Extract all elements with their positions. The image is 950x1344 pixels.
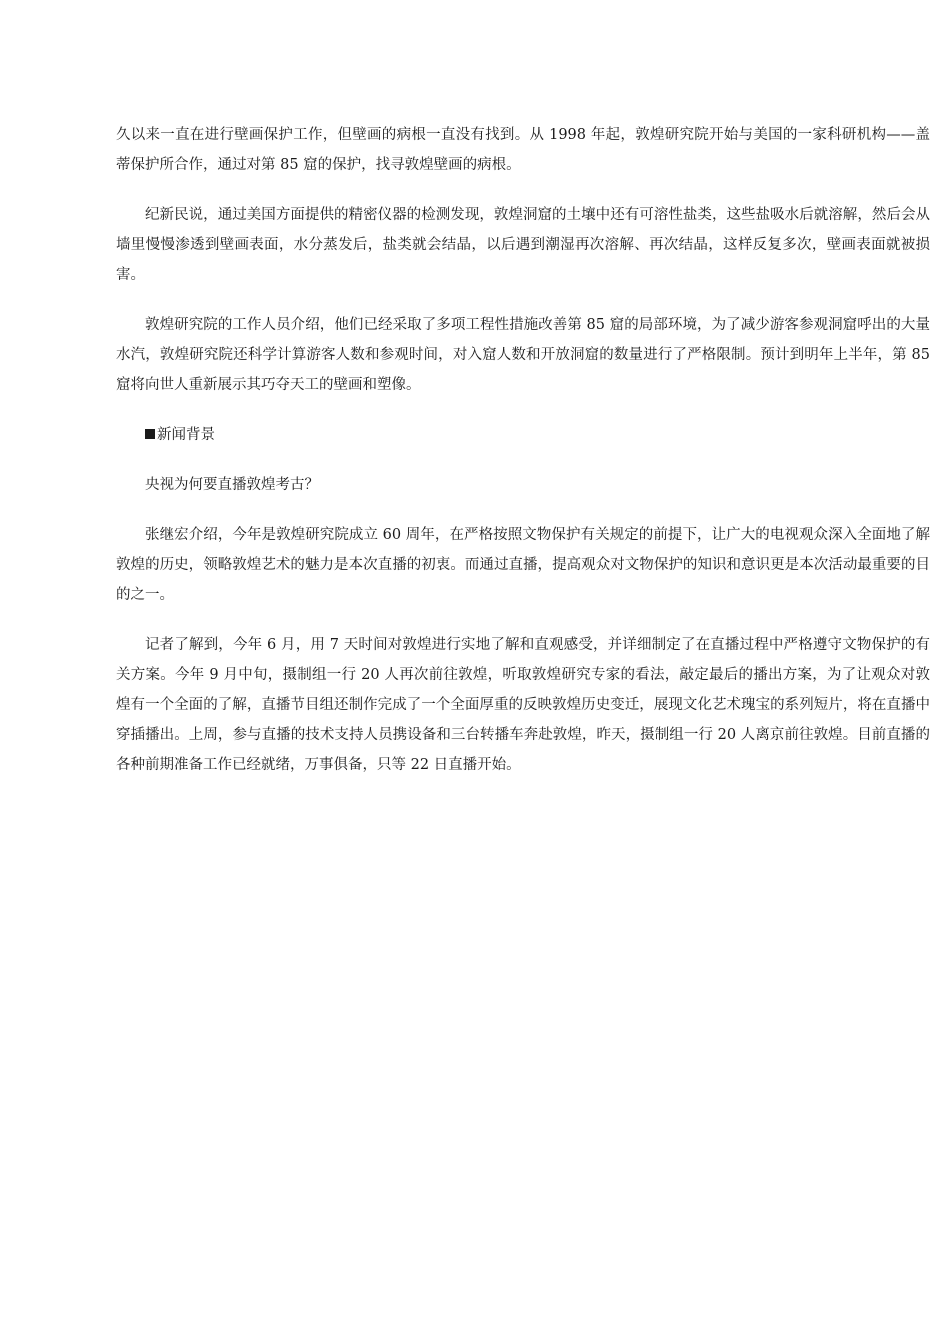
subheading: 央视为何要直播敦煌考古？ — [145, 477, 319, 493]
section-heading — [116, 420, 930, 450]
paragraph-continuation: 久以来一直在进行壁画保护工作，但壁画的病根一直没有找到。从 1998 年起，敦煌研究院开始与美国的一家科研机构——盖蒂保护所合作，通过对第 85 窟的保护，找寻敦煌壁画的病根。 — [116, 127, 930, 173]
paragraph-cave-measures: 敦煌研究院的工作人员介绍，他们已经采取了多项工程性措施改善第 85 窟的局部环境，为了减少游客参观洞窟呼出的大量水汽，敦煌研究院还科学计算游客人数和参观时间，对入窟人数和开放洞窟的数量进行了严格限制。预计到明年上半年，第 85 窟将向世人重新展示其巧夺天工的壁画和塑像。 — [116, 317, 930, 393]
black-square-icon — [145, 429, 155, 439]
paragraph-salt-damage: 纪新民说，通过美国方面提供的精密仪器的检测发现，敦煌洞窟的土壤中还有可溶性盐类，这些盐吸水后就溶解，然后会从墙里慢慢渗透到壁画表面，水分蒸发后，盐类就会结晶，以后遇到潮湿再次溶解、再次结晶，这样反复多次，壁画表面就被损害。 — [116, 207, 930, 283]
section-heading-text: 新闻背景 — [157, 427, 215, 443]
document-page — [116, 120, 930, 800]
paragraph-live-preparation: 记者了解到，今年 6 月，用 7 天时间对敦煌进行实地了解和直观感受，并详细制定了在直播过程中严格遵守文物保护的有关方案。今年 9 月中旬，摄制组一行 20 人再次前往敦煌，听取敦煌研究专家的看法，敲定最后的播出方案，为了让观众对敦煌有一个全面的了解，直播节目组还制作完成了一个全面厚重的反映敦煌历史变迁，展现文化艺术瑰宝的系列短片，将在直播中穿插播出。上周，参与直播的技术支持人员携设备和三台转播车奔赴敦煌，昨天，摄制组一行 20 人离京前往敦煌。目前直播的各种前期准备工作已经就绪，万事俱备，只等 22 日直播开始。 — [116, 637, 930, 773]
paragraph-live-purpose: 张继宏介绍，今年是敦煌研究院成立 60 周年，在严格按照文物保护有关规定的前提下，让广大的电视观众深入全面地了解敦煌的历史，领略敦煌艺术的魅力是本次直播的初衷。而通过直播，提高观众对文物保护的知识和意识更是本次活动最重要的目的之一。 — [116, 527, 930, 603]
